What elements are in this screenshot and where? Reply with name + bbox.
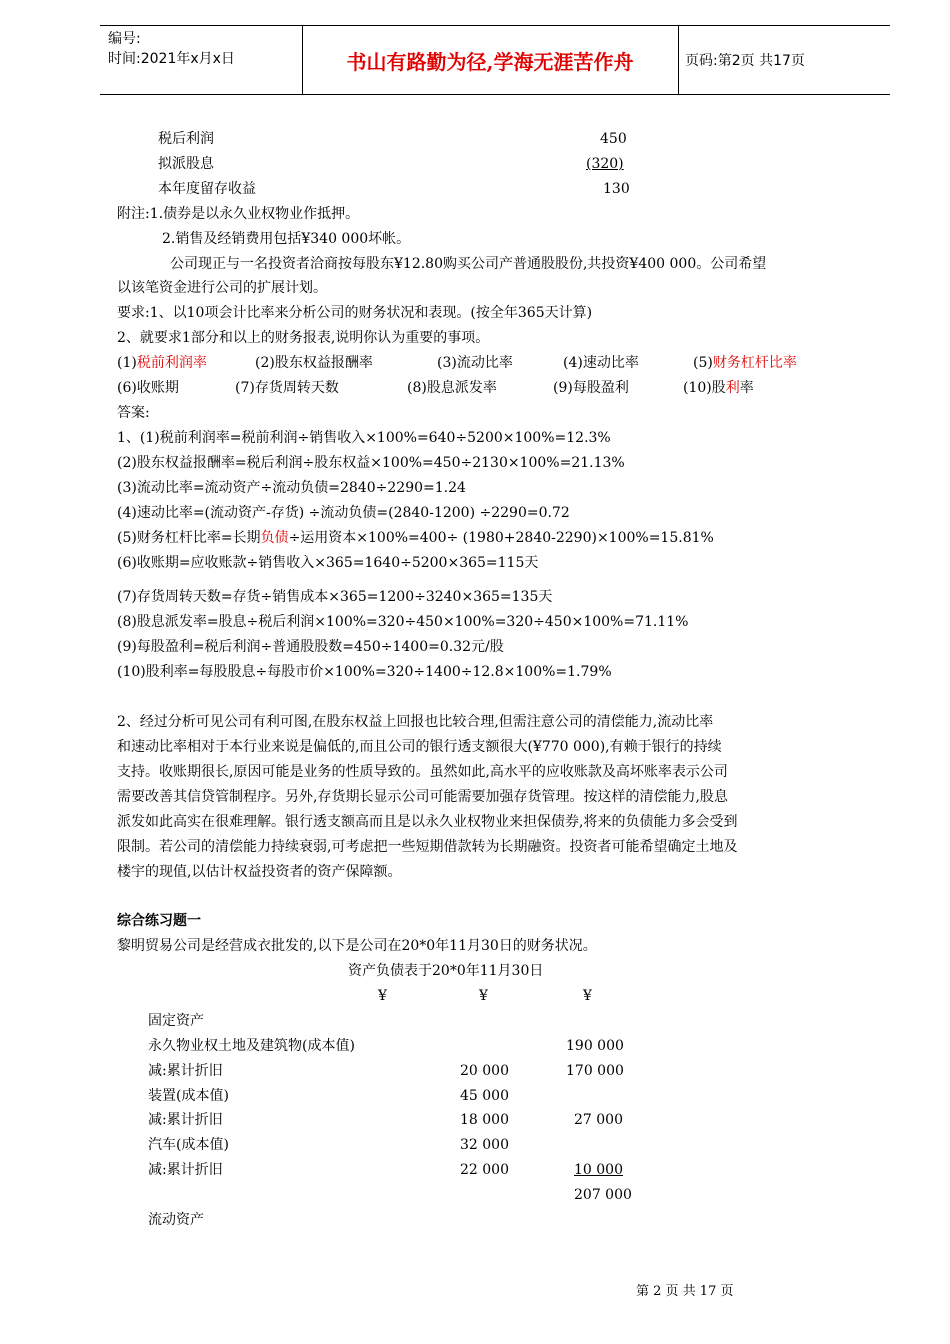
ratio-3: (3)流动比率: [437, 355, 513, 371]
ratio-1-name: 税前利润率: [136, 355, 207, 371]
answer-8: (8)股息派发率=股息÷税后利润×100%=320÷450×100%=320÷450×100%=71.11%: [117, 614, 689, 630]
number-label: 编号:: [108, 31, 141, 47]
analysis-line-5: 限制。若公司的清偿能力持续衰弱,可考虑把一些短期借款转为长期融资。投资者可能希望确定土地及: [117, 839, 738, 855]
answer-5: [117, 529, 714, 547]
current-assets-label: 流动资产: [148, 1212, 204, 1228]
ratio-10-prefix: (10)股: [683, 380, 726, 396]
answer-6: (6)收账期=应收账款÷销售收入×365=1640÷5200×365=115天: [117, 555, 539, 571]
sheet-row-label-4: 汽车(成本值): [148, 1137, 229, 1153]
ratio-10-suffix: 率: [739, 380, 754, 396]
analysis-line-6: 楼宇的现值,以估计权益投资者的资产保障额。: [117, 864, 402, 880]
note-1: 附注:1.债券是以永久业权物业作抵押。: [117, 206, 360, 222]
ratio-4: (4)速动比率: [563, 355, 639, 371]
analysis-line-3: 需要改善其信贷管制程序。另外,存货期长显示公司可能需要加强存货管理。按这样的清偿能力,股息: [117, 789, 728, 805]
income-label-0: 税后利润: [158, 131, 214, 147]
answer-1: 1、(1)税前利润率=税前利润÷销售收入×100%=640÷5200×100%=12.3%: [117, 430, 611, 446]
ratio-10-red: 利: [725, 380, 740, 396]
income-value-2: 130: [603, 181, 630, 197]
income-label-2: 本年度留存收益: [158, 181, 256, 197]
ratio-8: (8)股息派发率: [407, 380, 497, 396]
fixed-assets-total: 207 000: [574, 1187, 632, 1203]
currency-col-3: ¥: [583, 988, 592, 1004]
page-header: [100, 25, 890, 95]
answer-5-post: ÷运用资本×100%=400÷ (1980+2840-2290)×100%=15.81%: [288, 530, 714, 546]
sheet-row-label-5: 减:累计折旧: [148, 1162, 223, 1178]
answer-5-red: 负债: [260, 530, 289, 546]
requirement-1: 要求:1、以10项会计比率来分析公司的财务状况和表现。(按全年365天计算): [117, 305, 593, 321]
sheet-row-c3-3: 27 000: [574, 1112, 623, 1128]
sheet-row-c2-1: 20 000: [460, 1063, 509, 1079]
income-label-1: 拟派股息: [158, 156, 214, 172]
sheet-row-c2-2: 45 000: [460, 1088, 509, 1104]
page-footer: 第 2 页 共 17 页: [636, 1284, 734, 1299]
sheet-row-label-2: 装置(成本值): [148, 1088, 229, 1104]
ratio-1: [117, 354, 207, 372]
exercise-title: 综合练习题一: [117, 913, 201, 929]
answer-2: (2)股东权益报酬率=税后利润÷股东权益×100%=450÷2130×100%=21.13%: [117, 455, 625, 471]
ratio-10: [683, 379, 754, 397]
income-value-0: 450: [600, 131, 627, 147]
ratio-2: (2)股东权益报酬率: [255, 355, 373, 371]
header-motto: 书山有路勤为径,学海无涯苦作舟: [346, 49, 634, 74]
header-divider: [678, 26, 679, 94]
sheet-row-c3-1: 170 000: [566, 1063, 624, 1079]
sheet-row-label-3: 减:累计折旧: [148, 1112, 223, 1128]
answer-9: (9)每股盈利=税后利润÷普通股股数=450÷1400=0.32元/股: [117, 639, 504, 655]
note-2: 2.销售及经销费用包括¥340 000坏帐。: [162, 231, 411, 247]
answers-title: 答案:: [117, 405, 150, 421]
currency-col-1: ¥: [378, 988, 387, 1004]
currency-col-2: ¥: [479, 988, 488, 1004]
ratio-1-prefix: (1): [117, 355, 137, 371]
sheet-row-c2-5: 22 000: [460, 1162, 509, 1178]
ratio-7: (7)存货周转天数: [235, 380, 339, 396]
analysis-line-4: 派发如此高实在很难理解。银行透支额高而且是以永久业权物业来担保债券,将来的负债能力多会受到: [117, 814, 738, 830]
intro-line-2: 以该笔资金进行公司的扩展计划。: [117, 280, 327, 296]
income-value-1: (320): [586, 156, 624, 172]
sheet-row-label-1: 减:累计折旧: [148, 1063, 223, 1079]
answer-5-pre: (5)财务杠杆比率=长期: [117, 530, 261, 546]
exercise-intro: 黎明贸易公司是经营成衣批发的,以下是公司在20*0年11月30日的财务状况。: [117, 938, 597, 954]
sheet-row-label-0: 永久物业权土地及建筑物(成本值): [148, 1038, 355, 1054]
time-label: 时间:2021年x月x日: [108, 51, 235, 67]
ratio-9: (9)每股盈利: [553, 380, 629, 396]
ratio-5: [693, 354, 797, 372]
sheet-title: 资产负债表于20*0年11月30日: [348, 963, 544, 979]
answer-3: (3)流动比率=流动资产÷流动负债=2840÷2290=1.24: [117, 480, 466, 496]
answer-10: (10)股利率=每股股息÷每股市价×100%=320÷1400÷12.8×100%=1.79%: [117, 664, 612, 680]
ratio-6: (6)收账期: [117, 380, 179, 396]
requirement-2: 2、就要求1部分和以上的财务报表,说明你认为重要的事项。: [117, 330, 490, 346]
sheet-row-c2-3: 18 000: [460, 1112, 509, 1128]
sheet-row-c2-4: 32 000: [460, 1137, 509, 1153]
intro-line-1: 公司现正与一名投资者洽商按每股东¥12.80购买公司产普通股股份,共投资¥400 000。公司希望: [170, 256, 767, 272]
analysis-line-0: 2、经过分析可见公司有利可图,在股东权益上回报也比较合理,但需注意公司的清偿能力,流动比率: [117, 714, 714, 730]
ratio-5-prefix: (5): [693, 355, 713, 371]
fixed-assets-label: 固定资产: [148, 1013, 204, 1029]
header-meta: [108, 26, 300, 94]
answer-4: (4)速动比率=(流动资产-存货) ÷流动负债=(2840-1200) ÷2290=0.72: [117, 505, 570, 521]
answer-7: (7)存货周转天数=存货÷销售成本×365=1200÷3240×365=135天: [117, 589, 553, 605]
analysis-line-1: 和速动比率相对于本行业来说是偏低的,而且公司的银行透支额很大(¥770 000),有赖于银行的持续: [117, 739, 722, 755]
sheet-row-c3-5: 10 000: [574, 1162, 623, 1178]
sheet-row-c3-0: 190 000: [566, 1038, 624, 1054]
analysis-line-2: 支持。收账期很长,原因可能是业务的性质导致的。虽然如此,高水平的应收账款及高坏账率表示公司: [117, 764, 728, 780]
header-page-info: 页码:第2页 共17页: [685, 53, 805, 69]
ratio-5-name: 财务杠杆比率: [712, 355, 797, 371]
